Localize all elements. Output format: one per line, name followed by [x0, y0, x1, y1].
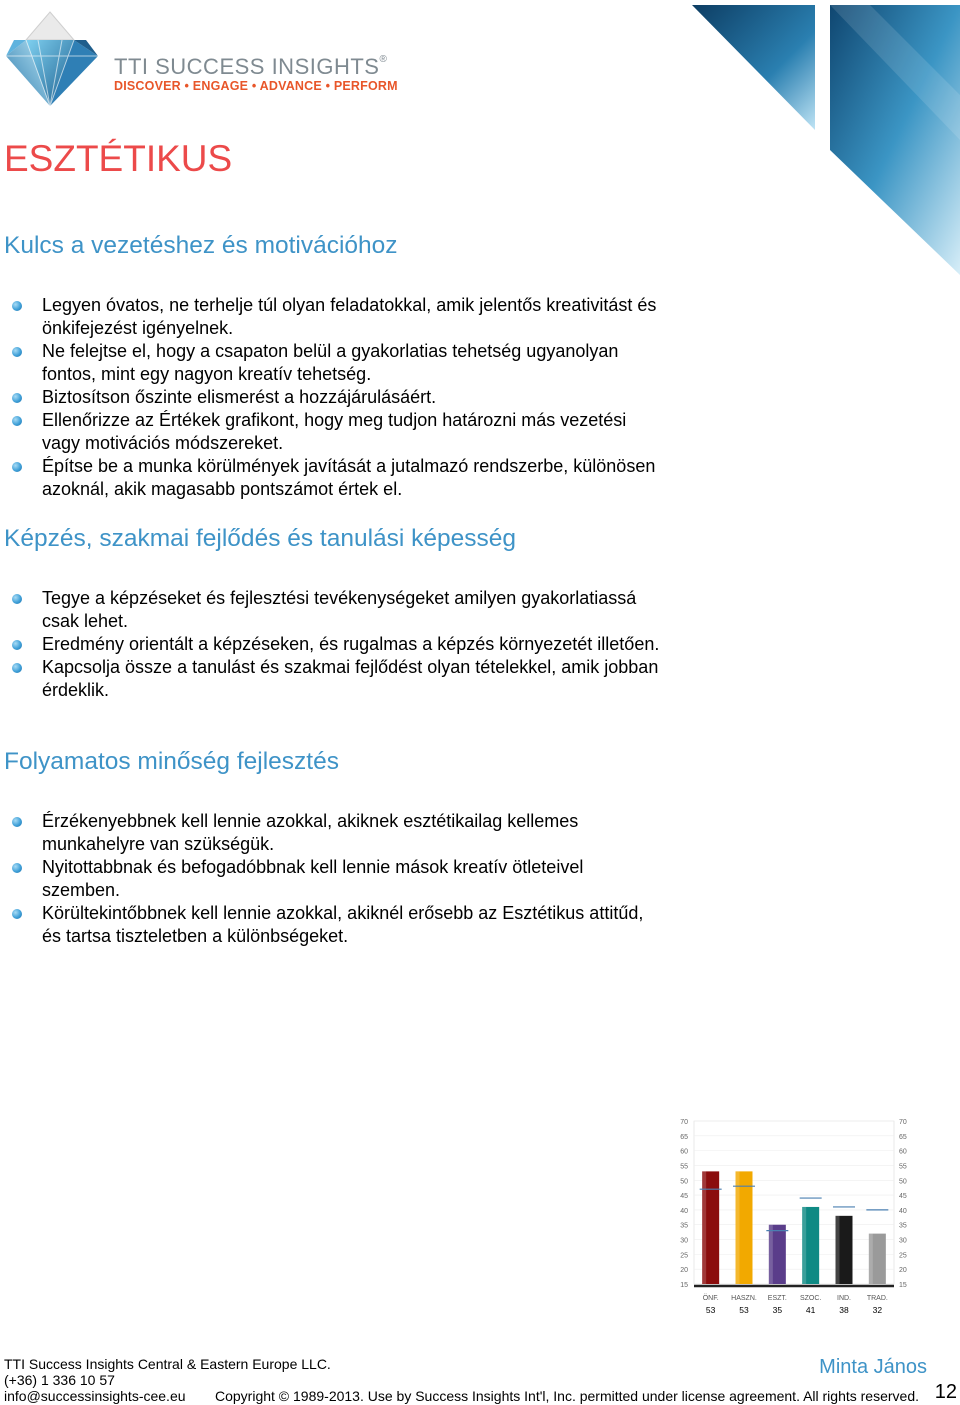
category-label: ÖNF.	[702, 1295, 719, 1302]
list-item: Kapcsolja össze a tanulást és szakmai fejlődést olyan tételekkel, amik jobban érdeklik.	[42, 656, 664, 702]
bullet-icon	[12, 301, 22, 311]
bullet-list	[4, 810, 664, 948]
brand-name: TTI SUCCESS INSIGHTS®	[114, 54, 388, 79]
y-tick-label-right: 30	[899, 1237, 907, 1245]
bullet-list	[4, 294, 664, 501]
brand-tagline: DISCOVER • ENGAGE • ADVANCE • PERFORM	[114, 79, 398, 93]
bullet-icon	[12, 909, 22, 919]
y-tick-label-left: 55	[680, 1163, 688, 1171]
y-tick-label-right: 25	[899, 1252, 907, 1260]
y-tick-label-left: 35	[680, 1222, 688, 1230]
value-label: 53	[739, 1305, 749, 1315]
bar-highlight	[802, 1207, 806, 1284]
bar-highlight	[702, 1171, 706, 1284]
y-tick-label-left: 70	[680, 1119, 688, 1126]
category-label: ESZT.	[767, 1295, 787, 1302]
list-item: Nyitottabbnak és befogadóbbnak kell lennie mások kreatív ötleteivel szemben.	[42, 856, 664, 902]
category-label: TRAD.	[866, 1295, 888, 1302]
bar-highlight	[869, 1234, 873, 1284]
list-item: Ellenőrizze az Értékek grafikont, hogy meg tudjon határozni más vezetési vagy motivációs módszereket.	[42, 409, 664, 455]
y-tick-label-right: 45	[899, 1193, 907, 1201]
list-item: Érzékenyebbnek kell lennie azokkal, akiknek esztétikailag kellemes munkahelyre van szükségük.	[42, 810, 664, 856]
page-title: ESZTÉTIKUS	[4, 138, 233, 179]
list-item: Ne felejtse el, hogy a csapaton belül a gyakorlatias tehetség ugyanolyan fontos, mint egy nagyon kreatív tehetség.	[42, 340, 664, 386]
value-label: 53	[705, 1305, 716, 1315]
value-label: 35	[772, 1305, 783, 1315]
list-item: Legyen óvatos, ne terhelje túl olyan feladatokkal, amik jelentős kreativitást és önkifejezést igényelnek.	[42, 294, 664, 340]
y-tick-label-left: 20	[680, 1267, 688, 1275]
list-item: Eredmény orientált a képzéseken, és rugalmas a képzés környezetét illetően.	[42, 633, 664, 656]
y-tick-label-left: 30	[680, 1237, 688, 1245]
author-name: Minta János	[819, 1356, 927, 1378]
y-tick-label-left: 25	[680, 1252, 688, 1260]
values-bar-chart	[670, 1108, 920, 1323]
y-tick-label-left: 65	[680, 1133, 688, 1141]
bullet-icon	[12, 594, 22, 604]
value-label: 38	[839, 1305, 849, 1315]
company-logo	[2, 8, 402, 108]
y-tick-label-right: 40	[899, 1207, 907, 1215]
category-label: SZOC.	[799, 1295, 822, 1302]
y-tick-label-right: 55	[899, 1163, 907, 1171]
bullet-list	[4, 587, 664, 702]
y-tick-label-left: 40	[680, 1207, 688, 1215]
diamond-logo-icon	[2, 8, 106, 108]
footer-company: TTI Success Insights Central & Eastern Europe LLC.	[4, 1356, 331, 1372]
list-item: Biztosítson őszinte elismerést a hozzájárulásáért.	[42, 386, 664, 409]
list-item: Tegye a képzéseket és fejlesztési tevékenységeket amilyen gyakorlatiassá csak lehet.	[42, 587, 664, 633]
section-quality-improvement	[4, 748, 664, 948]
category-label: IND.	[837, 1295, 851, 1302]
footer-copyright: Copyright © 1989-2013. Use by Success Insights Int'l, Inc. permitted under license agreement. All rights reserved.	[215, 1388, 920, 1404]
y-tick-label-right: 65	[899, 1133, 907, 1141]
section-heading: Folyamatos minőség fejlesztés	[4, 748, 339, 775]
section-training-development	[4, 525, 664, 702]
bar-highlight	[736, 1171, 740, 1284]
section-heading: Kulcs a vezetéshez és motivációhoz	[4, 232, 398, 259]
value-label: 32	[872, 1305, 883, 1315]
bullet-icon	[12, 663, 22, 673]
y-tick-label-right: 20	[899, 1267, 907, 1275]
corner-stripes-decoration	[690, 0, 960, 275]
bullet-icon	[12, 416, 22, 426]
category-label: HASZN.	[731, 1295, 757, 1302]
bullet-icon	[12, 462, 22, 472]
y-tick-label-right: 50	[899, 1178, 907, 1186]
y-tick-label-left: 60	[680, 1148, 688, 1156]
list-item: Körültekintőbbnek kell lennie azokkal, akiknél erősebb az Esztétikus attitűd, és tartsa tiszteletben a különbségeket.	[42, 902, 664, 948]
value-label: 41	[805, 1305, 816, 1315]
y-tick-label-left: 50	[680, 1178, 688, 1186]
y-tick-label-right: 60	[899, 1148, 907, 1156]
bar-highlight	[836, 1216, 840, 1284]
footer-email: info@successinsights-cee.eu	[4, 1388, 186, 1404]
y-tick-label-left: 15	[680, 1282, 688, 1289]
bullet-icon	[12, 817, 22, 827]
section-heading: Képzés, szakmai fejlődés és tanulási képesség	[4, 525, 517, 552]
bullet-icon	[12, 863, 22, 873]
bullet-icon	[12, 393, 22, 403]
bullet-icon	[12, 640, 22, 650]
bullet-icon	[12, 347, 22, 357]
y-tick-label-left: 45	[680, 1193, 688, 1201]
plot-area	[694, 1121, 894, 1284]
y-tick-label-right: 15	[899, 1282, 907, 1289]
list-item: Építse be a munka körülmények javítását a jutalmazó rendszerbe, különösen azoknál, akik magasabb pontszámot értek el.	[42, 455, 664, 501]
bar-highlight	[769, 1225, 773, 1284]
section-leadership-motivation	[4, 232, 664, 501]
y-tick-label-right: 35	[899, 1222, 907, 1230]
y-tick-label-right: 70	[899, 1119, 907, 1126]
footer-phone: (+36) 1 336 10 57	[4, 1372, 115, 1388]
page-number: 12	[934, 1381, 957, 1403]
